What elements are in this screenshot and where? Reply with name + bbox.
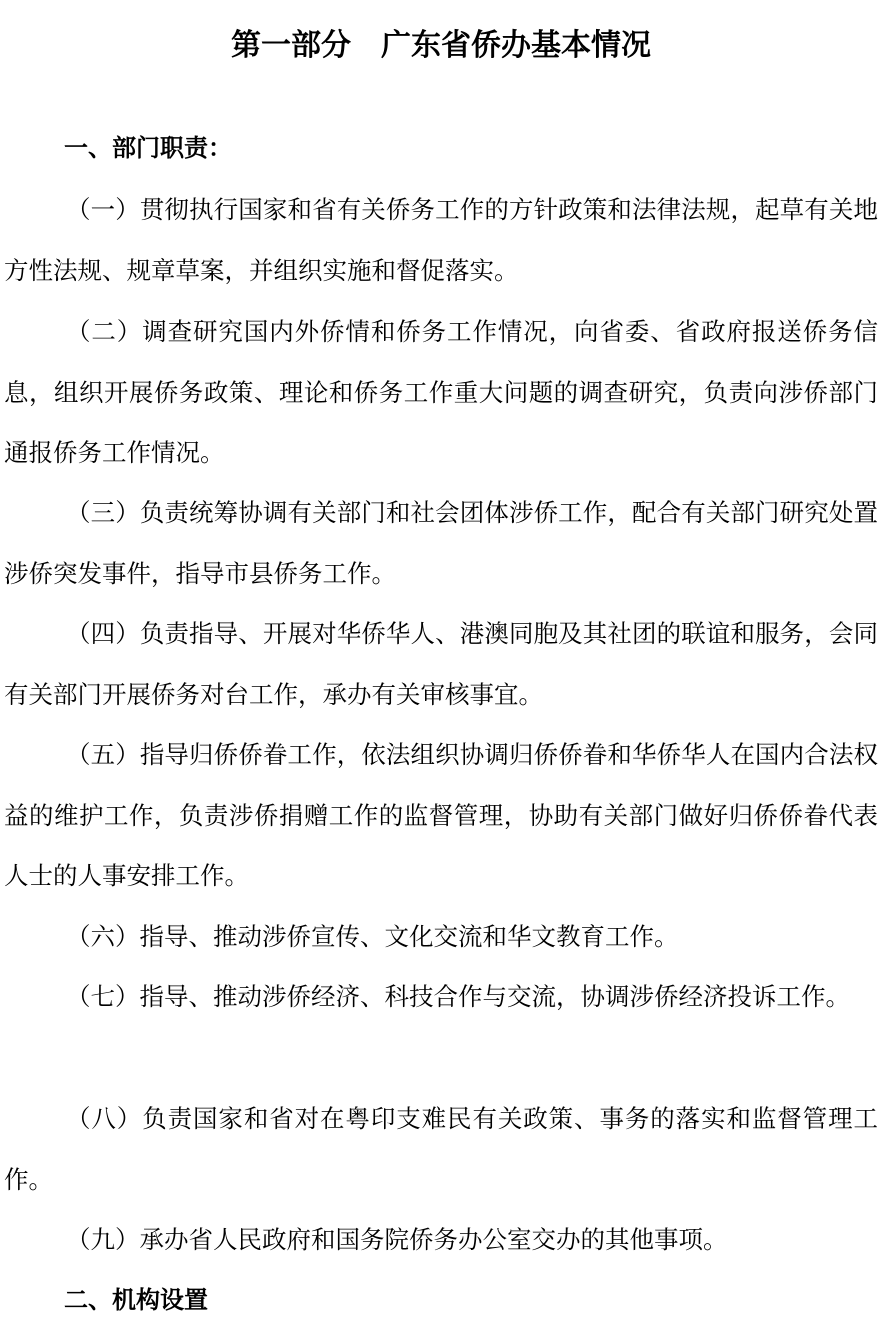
section-heading-organization: 二、机构设置 [64, 1286, 208, 1314]
duty-item-2: （二）调查研究国内外侨情和侨务工作情况，向省委、省政府报送侨务信息，组织开展侨务政策、理论和侨务工作重大问题的调查研究，负责向涉侨部门通报侨务工作情况。 [4, 317, 878, 467]
duty-item-7: （七）指导、推动涉侨经济、科技合作与交流，协调涉侨经济投诉工作。 [66, 982, 850, 1011]
duty-item-1: （一）贯彻执行国家和省有关侨务工作的方针政策和法律法规，起草有关地方性法规、规章草案，并组织实施和督促落实。 [4, 195, 878, 285]
duty-item-5: （五）指导归侨侨眷工作，依法组织协调归侨侨眷和华侨华人在国内合法权益的维护工作，负责涉侨捐赠工作的监督管理，协助有关部门做好归侨侨眷代表人士的人事安排工作。 [4, 740, 878, 890]
section-heading-duties: 一、部门职责： [64, 134, 232, 162]
page-title: 第一部分 广东省侨办基本情况 [231, 28, 651, 64]
duty-item-8: （八）负责国家和省对在粤印支难民有关政策、事务的落实和监督管理工作。 [4, 1104, 878, 1194]
duty-item-3: （三）负责统筹协调有关部门和社会团体涉侨工作，配合有关部门研究处置涉侨突发事件，指导市县侨务工作。 [4, 498, 878, 588]
duty-item-6: （六）指导、推动涉侨宣传、文化交流和华文教育工作。 [66, 922, 679, 951]
duty-item-4: （四）负责指导、开展对华侨华人、港澳同胞及其社团的联谊和服务，会同有关部门开展侨务对台工作，承办有关审核事宜。 [4, 619, 878, 709]
duty-item-9: （九）承办省人民政府和国务院侨务办公室交办的其他事项。 [66, 1225, 728, 1254]
